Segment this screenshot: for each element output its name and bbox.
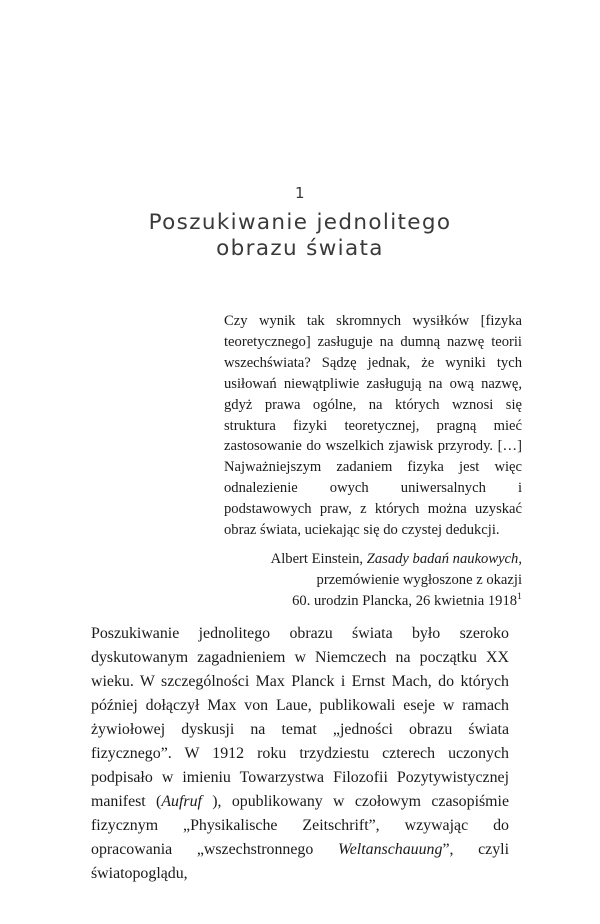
footnote-marker[interactable]: 1 — [517, 590, 522, 602]
epigraph-attribution-line-2: przemówienie wygłoszone z okazji — [316, 571, 522, 588]
body-par-1-italic-aufruf: Aufruf — [161, 793, 213, 810]
chapter-title-line-2: obrazu świata — [216, 236, 384, 262]
chapter-heading — [0, 183, 600, 263]
body-par-1-seg-1: Poszukiwanie jednolitego obrazu świata było szeroko dyskutowanym zagadnieniem w Niemczech na początku XX wieku. W szczególności Max Planck i Ernst Mach, do których później dołączył Max von Laue, publikowali eseje w ramach żywiołowej dyskusji na temat „jedności obrazu świata fizycznego”. W 1912 roku trzydziestu czterech uczonych podpisało w imieniu Towarzystwa Filozofii Pozytywistycznej manifest ( — [91, 625, 509, 810]
body-par-1-italic-weltanschauung: Weltanschauung — [337, 841, 443, 858]
epigraph-author: Albert Einstein, — [270, 550, 367, 567]
epigraph-line-1-tail: , — [518, 550, 522, 567]
epigraph-work-title: Zasady badań naukowych — [366, 550, 519, 567]
epigraph-attribution-line-1 — [224, 549, 522, 570]
epigraph-block — [224, 311, 522, 612]
body-text — [91, 622, 509, 886]
epigraph-attribution — [224, 549, 522, 612]
chapter-title-line-1: Poszukiwanie jednolitego — [148, 210, 452, 236]
body-par-1-seg-3: ), opublikowany w czołowym czasopiśmie fizycznym „Physikalische Zeitschrift”, wzywając do opracowania „wszechstronnego — [91, 793, 509, 858]
body-paragraph-1 — [91, 622, 509, 886]
chapter-number: 1 — [294, 184, 306, 202]
body-par-1-seg-5: ”, czyli światopoglądu, — [91, 841, 509, 882]
chapter-title — [0, 210, 600, 262]
epigraph-attribution-line-3 — [224, 591, 522, 612]
epigraph-quote: Czy wynik tak skromnych wysiłków [fizyka teoretycznego] zasługuje na dumną nazwę teorii wszechświata? Sądzę jednak, że wyniki tych usiłowań niewątpliwie zasługują na ową nazwę, gdyż prawa ogólne, na których wznosi się struktura fizyki teoretycznej, pragną mieć zastosowanie do wszelkich zjawisk przyrody. […] Najważniejszym zadaniem fizyka jest więc odnalezienie owych uniwersalnych i podstawowych praw, z których można uzyskać obraz świata, uciekając się do czystej dedukcji. — [224, 313, 522, 539]
epigraph-attribution-line-3-text: 60. urodzin Plancka, 26 kwietnia 1918 — [292, 592, 518, 609]
